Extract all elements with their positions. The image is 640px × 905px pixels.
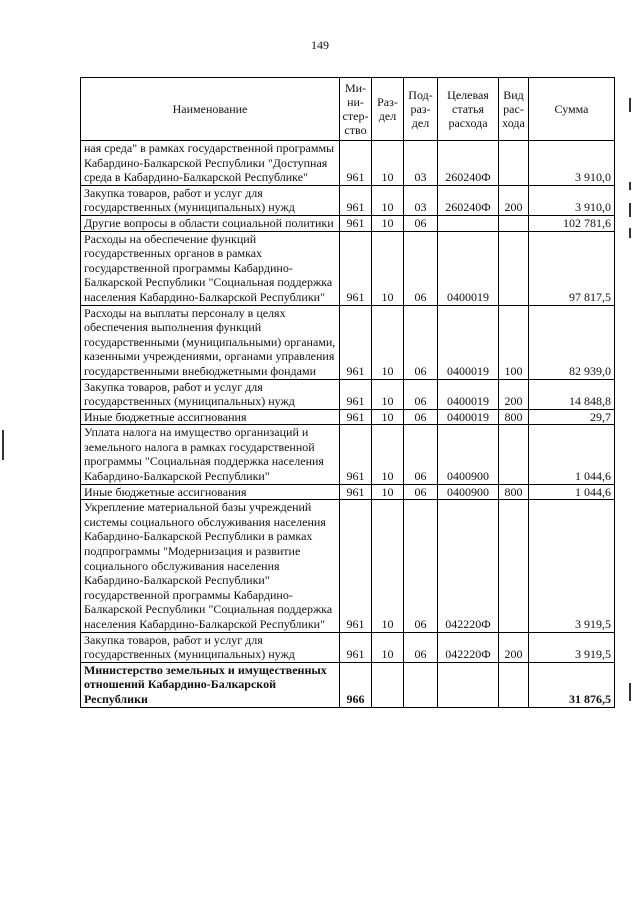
- header-section: Раз-дел: [372, 78, 404, 141]
- cell-sum: 3 910,0: [529, 141, 615, 186]
- cell-section: 10: [372, 215, 404, 231]
- cell-sum: 14 848,8: [529, 379, 615, 409]
- cell-section: 10: [372, 305, 404, 379]
- cell-section: 10: [372, 409, 404, 425]
- cell-name: Уплата налога на имущество организаций и земельного налога в рамках государственной программы "Социальная поддержка населения Кабардино-Балкарской Республики": [81, 425, 340, 484]
- cell-sum: 1 044,6: [529, 425, 615, 484]
- cell-subsection: 06: [404, 425, 438, 484]
- margin-mark: [629, 228, 631, 238]
- cell-subsection: 06: [404, 231, 438, 305]
- cell-target: 0400019: [438, 305, 499, 379]
- margin-mark: [629, 683, 631, 701]
- header-sum: Сумма: [529, 78, 615, 141]
- page-number: 149: [311, 38, 329, 52]
- cell-name: Министерство земельных и имущественных отношений Кабардино-Балкарской Республики: [81, 662, 340, 707]
- header-name: Наименование: [81, 78, 340, 141]
- cell-sum: 3 919,5: [529, 632, 615, 662]
- cell-type: 100: [499, 305, 529, 379]
- margin-mark: [629, 98, 631, 112]
- cell-sum: 3 910,0: [529, 185, 615, 215]
- cell-target: 0400900: [438, 484, 499, 500]
- table-row: [81, 231, 615, 305]
- table-row: [81, 379, 615, 409]
- cell-ministry: 961: [340, 425, 372, 484]
- cell-subsection: 06: [404, 500, 438, 632]
- cell-section: 10: [372, 500, 404, 632]
- cell-target: 260240Ф: [438, 185, 499, 215]
- cell-subsection: 03: [404, 141, 438, 186]
- cell-name: Другие вопросы в области социальной политики: [81, 215, 340, 231]
- cell-sum: 1 044,6: [529, 484, 615, 500]
- cell-target: 0400019: [438, 231, 499, 305]
- cell-type: 800: [499, 409, 529, 425]
- cell-type: [499, 500, 529, 632]
- cell-name: Закупка товаров, работ и услуг для государственных (муниципальных) нужд: [81, 185, 340, 215]
- cell-ministry: 961: [340, 185, 372, 215]
- margin-mark: [629, 182, 631, 190]
- cell-name: Иные бюджетные ассигнования: [81, 409, 340, 425]
- cell-section: 10: [372, 185, 404, 215]
- table-row: [81, 141, 615, 186]
- cell-sum: 82 939,0: [529, 305, 615, 379]
- header-subsection: Под-раз-дел: [404, 78, 438, 141]
- table-row: [81, 500, 615, 632]
- cell-ministry: 961: [340, 215, 372, 231]
- cell-section: 10: [372, 141, 404, 186]
- header-type: Вид рас-хода: [499, 78, 529, 141]
- cell-name: Иные бюджетные ассигнования: [81, 484, 340, 500]
- cell-ministry: 961: [340, 305, 372, 379]
- cell-ministry: 961: [340, 484, 372, 500]
- table-row: [81, 484, 615, 500]
- table-row: [81, 409, 615, 425]
- cell-ministry: 961: [340, 379, 372, 409]
- budget-table: [80, 77, 615, 708]
- cell-subsection: 06: [404, 215, 438, 231]
- margin-mark: [2, 430, 4, 460]
- cell-ministry: 961: [340, 409, 372, 425]
- cell-target: 0400019: [438, 379, 499, 409]
- cell-section: 10: [372, 379, 404, 409]
- cell-type: [499, 231, 529, 305]
- cell-section: 10: [372, 425, 404, 484]
- table-row: [81, 662, 615, 707]
- margin-mark: [629, 203, 631, 217]
- cell-ministry: 961: [340, 500, 372, 632]
- header-target: Целевая статья расхода: [438, 78, 499, 141]
- cell-type: 800: [499, 484, 529, 500]
- cell-sum: 31 876,5: [529, 662, 615, 707]
- cell-type: 200: [499, 632, 529, 662]
- table-row: [81, 632, 615, 662]
- cell-subsection: 06: [404, 379, 438, 409]
- cell-target: [438, 662, 499, 707]
- cell-section: 10: [372, 231, 404, 305]
- cell-sum: 29,7: [529, 409, 615, 425]
- cell-type: 200: [499, 379, 529, 409]
- table-row: [81, 215, 615, 231]
- cell-section: 10: [372, 632, 404, 662]
- cell-target: 042220Ф: [438, 632, 499, 662]
- table-row: [81, 425, 615, 484]
- cell-ministry: 961: [340, 231, 372, 305]
- cell-subsection: [404, 662, 438, 707]
- cell-name: Закупка товаров, работ и услуг для государственных (муниципальных) нужд: [81, 379, 340, 409]
- cell-type: 200: [499, 185, 529, 215]
- cell-subsection: 06: [404, 484, 438, 500]
- cell-name: Расходы на обеспечение функций государственных органов в рамках государственной программы Кабардино-Балкарской Республики "Социальная поддержка населения Кабардино-Балкарской Республики": [81, 231, 340, 305]
- cell-subsection: 06: [404, 632, 438, 662]
- cell-target: 0400900: [438, 425, 499, 484]
- cell-target: 042220Ф: [438, 500, 499, 632]
- cell-type: [499, 425, 529, 484]
- header-ministry: Ми-ни-стер-ство: [340, 78, 372, 141]
- cell-name: ная среда" в рамках государственной программы Кабардино-Балкарской Республики "Доступная среда в Кабардино-Балкарской Республике": [81, 141, 340, 186]
- cell-section: 10: [372, 484, 404, 500]
- cell-type: [499, 141, 529, 186]
- cell-sum: 97 817,5: [529, 231, 615, 305]
- cell-sum: 102 781,6: [529, 215, 615, 231]
- cell-target: [438, 215, 499, 231]
- cell-ministry: 966: [340, 662, 372, 707]
- cell-name: Укрепление материальной базы учреждений системы социального обслуживания населения Кабардино-Балкарской Республики в рамках подпрограммы "Модернизация и развитие социального обслуживания населения Кабардино-Балкарской Республики" государственной программы Кабардино-Балкарской Республики "Социальная поддержка населения Кабардино-Балкарской Республики": [81, 500, 340, 632]
- cell-ministry: 961: [340, 632, 372, 662]
- header-row: [81, 78, 615, 141]
- table-row: [81, 305, 615, 379]
- cell-name: Расходы на выплаты персоналу в целях обеспечения выполнения функций государственными (муниципальными) органами, казенными учреждениями, органами управления государственными внебюджетными фондами: [81, 305, 340, 379]
- cell-subsection: 06: [404, 409, 438, 425]
- cell-target: 260240Ф: [438, 141, 499, 186]
- cell-target: 0400019: [438, 409, 499, 425]
- table-row: [81, 185, 615, 215]
- cell-ministry: 961: [340, 141, 372, 186]
- cell-type: [499, 662, 529, 707]
- cell-sum: 3 919,5: [529, 500, 615, 632]
- cell-subsection: 03: [404, 185, 438, 215]
- cell-type: [499, 215, 529, 231]
- cell-subsection: 06: [404, 305, 438, 379]
- cell-section: [372, 662, 404, 707]
- cell-name: Закупка товаров, работ и услуг для государственных (муниципальных) нужд: [81, 632, 340, 662]
